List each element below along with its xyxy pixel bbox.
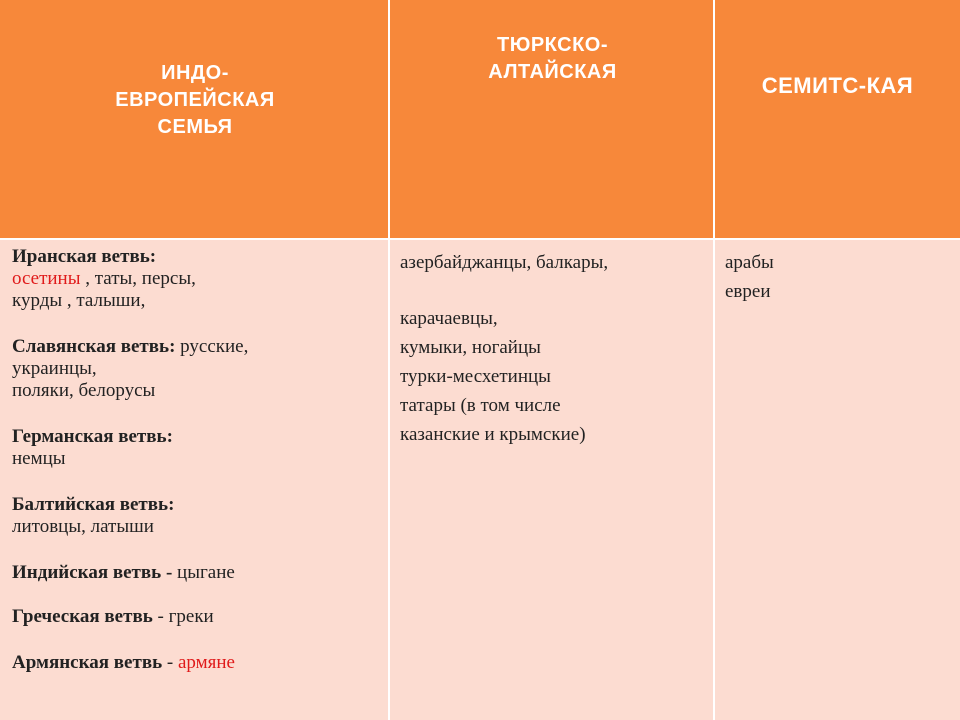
- slavic-line1: Славянская ветвь: русские,: [12, 336, 249, 357]
- semitic-list: [725, 248, 774, 306]
- list-item: карачаевцы,: [400, 308, 498, 329]
- slavic-line3: поляки, белорусы: [12, 380, 156, 401]
- greek-branch-title: Греческая ветвь: [12, 606, 153, 627]
- iranian-people-line2: курды , талыши,: [12, 290, 146, 311]
- germanic-branch: [12, 426, 173, 470]
- list-item: турки-месхетинцы: [400, 366, 551, 387]
- header-turkic-altaic: [390, 0, 715, 240]
- header-semitic: [715, 0, 960, 240]
- germanic-branch-title: Германская ветвь:: [12, 426, 173, 447]
- header-semitic-text: СЕМИТС-КАЯ: [761, 73, 914, 98]
- iranian-branch: [12, 246, 196, 312]
- indian-people: цыгане: [172, 562, 235, 583]
- slavic-line2: украинцы,: [12, 358, 97, 379]
- germanic-people: немцы: [12, 448, 66, 469]
- indo-european-cell: [0, 240, 390, 720]
- indian-branch-title: Индийская ветвь -: [12, 562, 173, 583]
- armenian-people: армяне: [177, 652, 235, 673]
- iranian-branch-title: Иранская ветвь:: [12, 246, 157, 267]
- list-item: казанские и крымские): [400, 424, 586, 445]
- baltic-people: литовцы, латыши: [12, 516, 154, 537]
- armenian-branch: Армянская ветвь - армяне: [12, 652, 235, 673]
- turkic-cell: [390, 240, 715, 720]
- list-item: азербайджанцы, балкары,: [400, 252, 609, 273]
- list-item: кумыки, ногайцы: [400, 337, 541, 358]
- armenian-branch-title: Армянская ветвь: [12, 652, 163, 673]
- greek-people: греки: [168, 606, 214, 627]
- indian-branch: [12, 562, 235, 584]
- baltic-branch: [12, 494, 174, 538]
- ossetians-label: осетины: [12, 268, 81, 289]
- slavic-branch: [12, 336, 248, 402]
- header-indo-european: [0, 0, 390, 240]
- list-item: евреи: [725, 281, 771, 302]
- turkic-list: [400, 304, 586, 449]
- list-item: арабы: [725, 252, 774, 273]
- slavic-branch-title: Славянская ветвь:: [12, 336, 176, 357]
- header-turkic-altaic-text: ТЮРКСКО- АЛТАЙСКАЯ: [488, 34, 617, 83]
- list-item: татары (в том числе: [400, 395, 561, 416]
- turkic-list-first: [400, 248, 608, 277]
- greek-branch: Греческая ветвь - греки: [12, 606, 214, 627]
- header-indo-european-text: ИНДО- ЕВРОПЕЙСКАЯ СЕМЬЯ: [115, 62, 275, 138]
- baltic-branch-title: Балтийская ветвь:: [12, 494, 175, 515]
- semitic-cell: [715, 240, 960, 720]
- iranian-people-line1: осетины , таты, персы,: [12, 268, 196, 289]
